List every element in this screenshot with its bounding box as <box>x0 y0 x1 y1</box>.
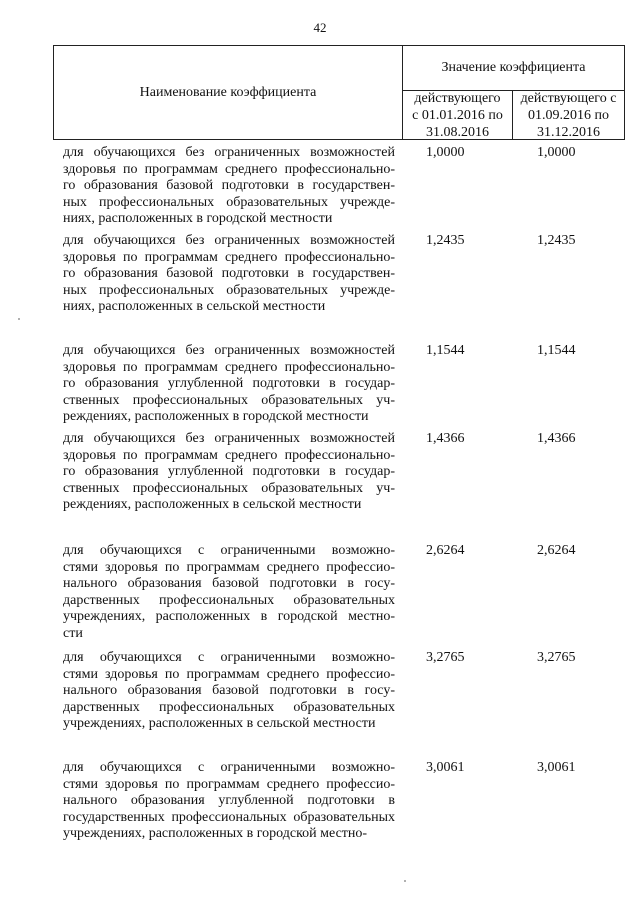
description-line: стями здоровья по программам среднего профессио- <box>63 776 395 792</box>
description-line: ниях, расположенных в сельской местности <box>63 299 326 315</box>
value-period-1: 2,6264 <box>426 543 465 558</box>
value-period-2: 1,0000 <box>537 145 576 160</box>
coefficient-description <box>63 233 395 316</box>
description-line: нального образования углубленной подготовки в <box>63 793 395 809</box>
coefficient-description <box>63 760 395 843</box>
header-period-2 <box>513 91 624 139</box>
description-line: сти <box>63 625 83 641</box>
value-period-1: 3,0061 <box>426 760 465 775</box>
description-line: учреждениях, расположенных в сельской местности <box>63 716 376 732</box>
coefficient-description <box>63 145 395 228</box>
header-period-1-line: с 01.01.2016 по <box>412 107 503 123</box>
value-period-2: 2,6264 <box>537 543 576 558</box>
description-line: для обучающихся с ограниченными возможно- <box>63 543 395 558</box>
description-line: для обучающихся без ограниченных возможностей <box>63 431 395 446</box>
value-period-1: 1,2435 <box>426 233 465 248</box>
header-period-1 <box>403 91 513 139</box>
value-period-1: 3,2765 <box>426 650 465 665</box>
description-line: государственных профессиональных образовательных <box>63 809 395 825</box>
description-line: здоровья по программам среднего профессионально- <box>63 249 395 265</box>
description-line: ных профессиональных образовательных учрежде- <box>63 194 395 210</box>
description-line: здоровья по программам среднего профессионально- <box>63 447 395 463</box>
description-line: дарственных профессиональных образовательных <box>63 592 395 608</box>
description-line: учреждениях, расположенных в городской местно- <box>63 826 368 842</box>
coefficient-description <box>63 343 395 426</box>
description-line: дарственных профессиональных образовательных <box>63 699 395 715</box>
description-line: стями здоровья по программам среднего профессио- <box>63 666 395 682</box>
value-period-1: 1,1544 <box>426 343 465 358</box>
coefficient-description <box>63 543 395 643</box>
header-value-group: Значение коэффициента <box>403 46 624 91</box>
description-line: для обучающихся с ограниченными возможно- <box>63 650 395 665</box>
description-line: для обучающихся без ограниченных возможностей <box>63 343 395 358</box>
description-line: ных профессиональных образовательных учрежде- <box>63 282 395 298</box>
value-period-1: 1,4366 <box>426 431 465 446</box>
description-line: нального образования базовой подготовки в госу- <box>63 683 395 699</box>
description-line: реждениях, расположенных в сельской местности <box>63 497 362 513</box>
description-line: здоровья по программам среднего профессионально- <box>63 161 395 177</box>
description-line: ственных профессиональных образовательных уч- <box>63 480 395 496</box>
coefficient-description <box>63 431 395 514</box>
header-name-column: Наименование коэффициента <box>54 46 403 139</box>
header-period-1-line: 31.08.2016 <box>426 124 489 140</box>
scan-speck <box>404 880 406 882</box>
description-line: го образования углубленной подготовки в государ- <box>63 464 395 480</box>
header-period-2-line: 01.09.2016 по <box>527 107 609 123</box>
description-line: стями здоровья по программам среднего профессио- <box>63 559 395 575</box>
description-line: реждениях, расположенных в городской местности <box>63 409 369 425</box>
page-number: 42 <box>313 20 327 35</box>
description-line: для обучающихся без ограниченных возможностей <box>63 233 395 248</box>
value-period-2: 3,0061 <box>537 760 576 775</box>
coefficient-description <box>63 650 395 733</box>
description-line: для обучающихся с ограниченными возможно- <box>63 760 395 775</box>
scan-speck <box>18 318 20 320</box>
description-line: нального образования базовой подготовки в госу- <box>63 576 395 592</box>
value-period-2: 1,2435 <box>537 233 576 248</box>
description-line: ниях, расположенных в городской местности <box>63 211 333 227</box>
value-period-2: 3,2765 <box>537 650 576 665</box>
description-line: го образования базовой подготовки в государствен- <box>63 178 395 194</box>
table-header <box>53 45 625 140</box>
header-period-2-line: 31.12.2016 <box>536 124 600 140</box>
description-line: здоровья по программам среднего профессионально- <box>63 359 395 375</box>
description-line: го образования базовой подготовки в государствен- <box>63 266 395 282</box>
description-line: для обучающихся без ограниченных возможностей <box>63 145 395 160</box>
value-period-2: 1,1544 <box>537 343 576 358</box>
description-line: ственных профессиональных образовательных уч- <box>63 392 395 408</box>
header-period-2-line: действующего с <box>520 90 617 106</box>
value-period-2: 1,4366 <box>537 431 576 446</box>
description-line: учреждениях, расположенных в городской местно- <box>63 609 395 625</box>
header-period-1-line: действующего <box>414 90 501 106</box>
value-period-1: 1,0000 <box>426 145 465 160</box>
description-line: го образования углубленной подготовки в государ- <box>63 376 395 392</box>
